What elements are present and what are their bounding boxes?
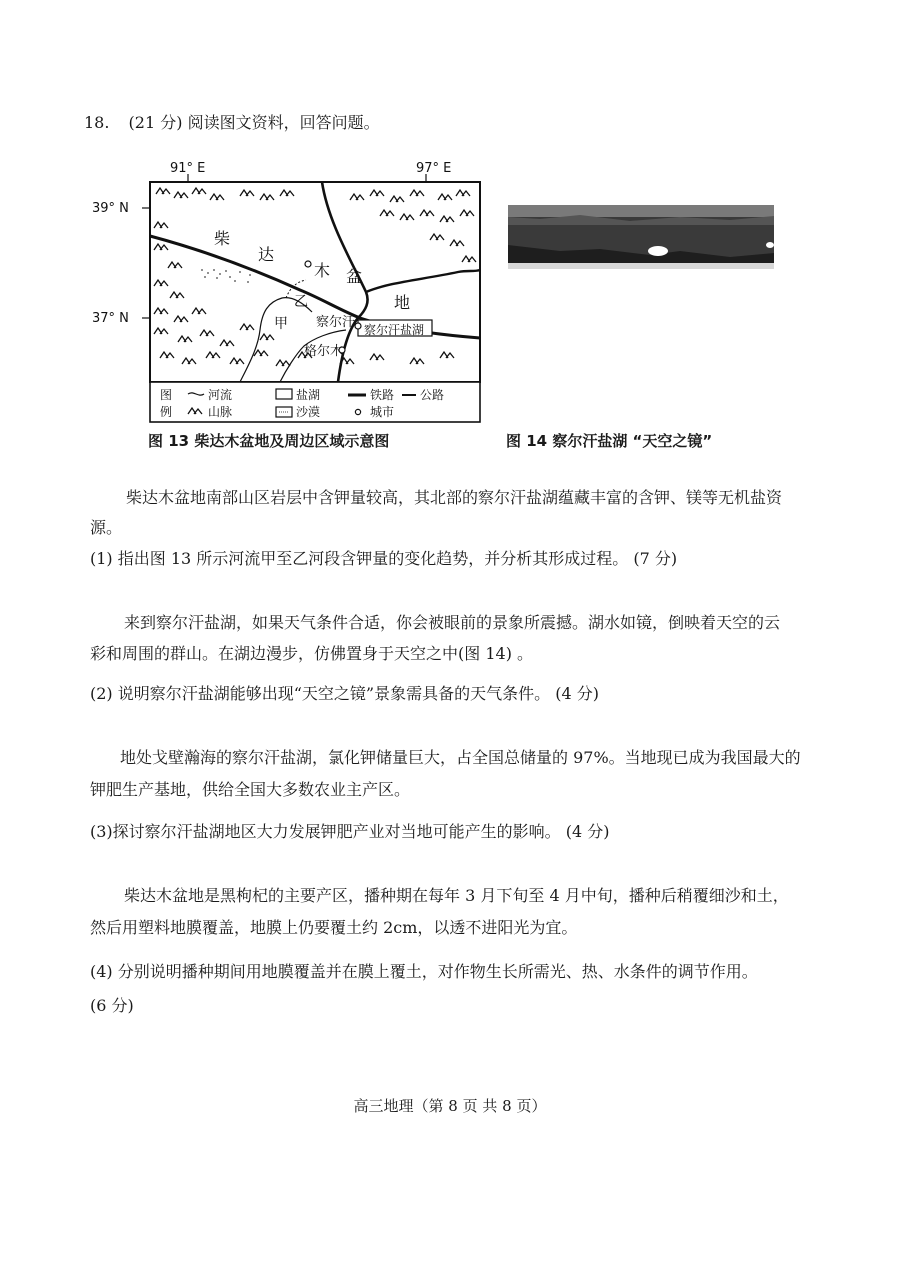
figure-13-map (90, 152, 510, 452)
label-yi: 乙 (294, 294, 308, 310)
lat-bottom-label: 37° N (92, 311, 129, 326)
question-intro: (21 分) 阅读图文资料，回答问题。 (128, 113, 380, 132)
paragraph-3-line-2: 钾肥生产基地，供给全国大多数农业主产区。 (90, 780, 411, 799)
page-footer: 高三地理（第 8 页 共 8 页） (353, 1097, 547, 1115)
city-marker-chaerhan (355, 323, 361, 329)
question-4-line-2: (6 分) (90, 996, 134, 1015)
legend-city: 城市 (370, 405, 395, 419)
label-chai: 柴 (214, 229, 231, 248)
paragraph-1-line-2: 源。 (90, 518, 123, 537)
figure-13-caption: 图 13 柴达木盆地及周边区域示意图 (148, 432, 390, 450)
label-lake-chaerhan: 察尔汗盐湖 (364, 323, 425, 337)
label-mu: 木 (314, 261, 331, 280)
label-pen: 盆 (346, 267, 363, 286)
label-da: 达 (258, 245, 275, 264)
paragraph-2-line-1: 来到察尔汗盐湖，如果天气条件合适，你会被眼前的景象所震撼。湖水如镜，倒映着天空的云 (124, 613, 781, 632)
legend-desert: 沙漠 (296, 405, 321, 419)
lon-left-label: 91° E (170, 161, 206, 176)
paragraph-4-line-2: 然后用塑料地膜覆盖，地膜上仍要覆土约 2cm，以透不进阳光为宜。 (90, 918, 578, 937)
map-svg (90, 152, 510, 452)
legend-highway: 公路 (420, 388, 445, 402)
lat-top-label: 39° N (92, 201, 129, 216)
legend-title-1: 图 (160, 388, 173, 402)
legend-mountain: 山脉 (208, 405, 233, 419)
lon-right-label: 97° E (416, 161, 452, 176)
question-1: (1) 指出图 13 所示河流甲至乙河段含钾量的变化趋势，并分析其形成过程。 (7 分) (90, 549, 678, 568)
paragraph-1-line-1: 柴达木盆地南部山区岩层中含钾量较高，其北部的察尔汗盐湖蕴藏丰富的含钾、镁等无机盐资 (126, 488, 783, 507)
legend-river: 河流 (208, 388, 233, 402)
city-marker-1 (305, 261, 311, 267)
question-number: 18. (84, 113, 110, 132)
label-jia: 甲 (274, 316, 288, 332)
figure-14-caption: 图 14 察尔汗盐湖 “天空之镜” (506, 432, 713, 450)
label-city-geermu: 格尔木 (304, 344, 344, 359)
label-di: 地 (394, 293, 411, 312)
paragraph-4-line-1: 柴达木盆地是黑枸杞的主要产区，播种期在每年 3 月下旬至 4 月中旬，播种后稍覆细沙和土， (124, 886, 789, 905)
photo-cloud-reflection (648, 246, 668, 256)
question-4-line-1: (4) 分别说明播种期间用地膜覆盖并在膜上覆土，对作物生长所需光、热、水条件的调节作用。 (90, 962, 758, 981)
question-3: (3)探讨察尔汗盐湖地区大力发展钾肥产业对当地可能产生的影响。 (4 分) (90, 822, 610, 841)
figure-14-photo (500, 205, 790, 455)
legend-title-2: 例 (160, 405, 173, 419)
label-city-chaerhan: 察尔汗 (316, 315, 356, 330)
legend-railway: 铁路 (370, 388, 395, 402)
paragraph-3-line-1: 地处戈壁瀚海的察尔汗盐湖，氯化钾储量巨大，占全国总储量的 97%。当地现已成为我国最大的 (120, 748, 801, 767)
question-header (84, 110, 380, 133)
question-2: (2) 说明察尔汗盐湖能够出现“天空之镜”景象需具备的天气条件。 (4 分) (90, 684, 599, 703)
photo-svg (500, 205, 790, 275)
paragraph-2-line-2: 彩和周围的群山。在湖边漫步，仿佛置身于天空之中(图 14) 。 (90, 644, 534, 663)
legend-saltlake: 盐湖 (296, 388, 321, 402)
